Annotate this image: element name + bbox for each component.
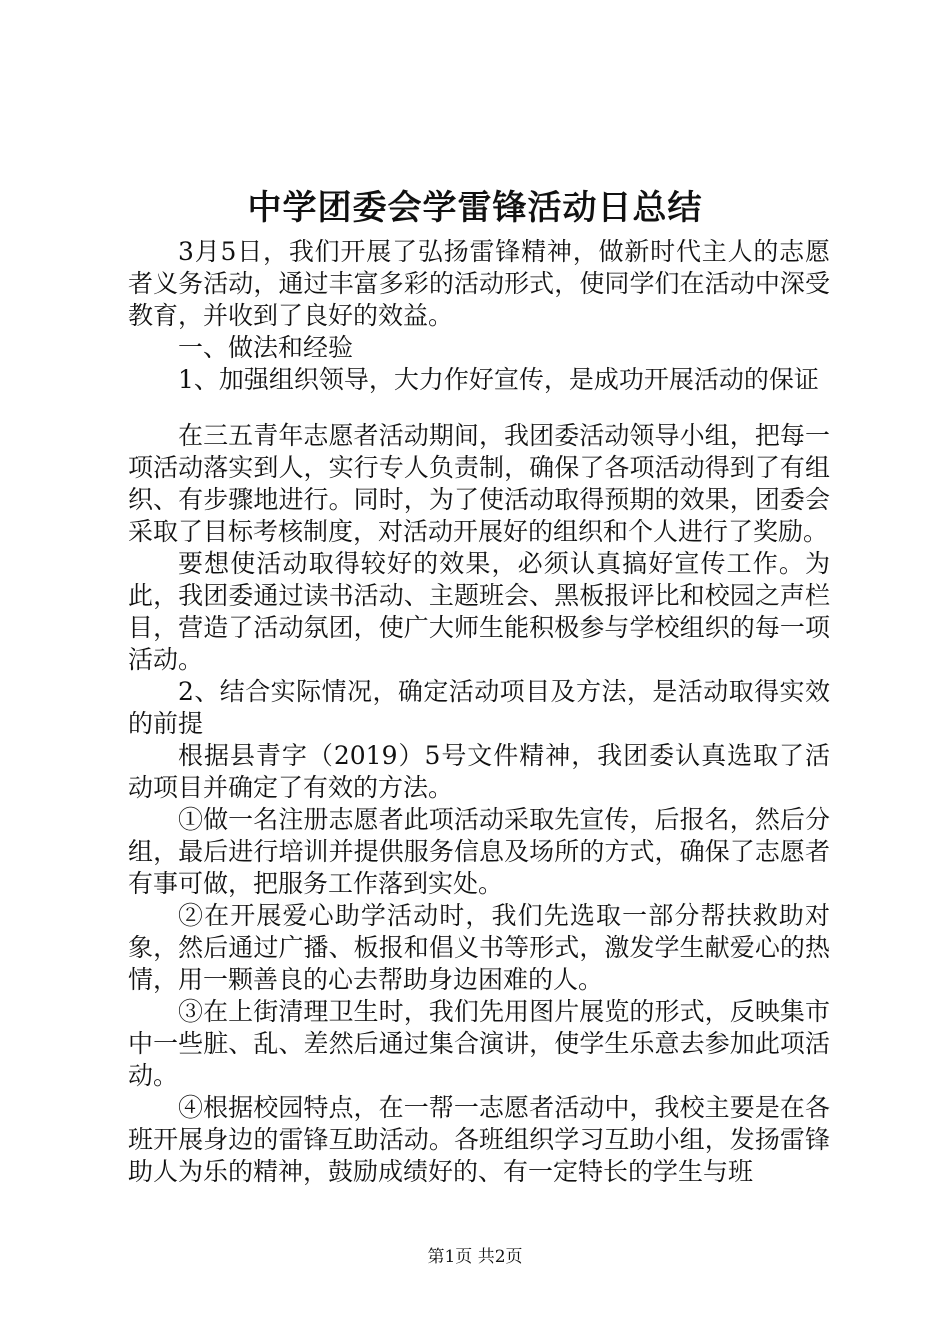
subheading-projects: 2、结合实际情况，确定活动项目及方法，是活动取得实效的前提 <box>128 677 830 738</box>
paragraph-item-4: ④根据校园特点，在一帮一志愿者活动中，我校主要是在各班开展身边的雷锋互助活动。各班组织学习互助小组，发扬雷锋助人为乐的精神，鼓励成绩好的、有一定特长的学生与班 <box>128 1093 830 1186</box>
document-body <box>128 236 830 1188</box>
paragraph-publicity: 要想使活动取得较好的效果，必须认真搞好宣传工作。为此，我团委通过读书活动、主题班会、黑板报评比和校园之声栏目，营造了活动氛团，使广大师生能积极参与学校组织的每一项活动。 <box>128 549 830 674</box>
paragraph-intro: 3月5日，我们开展了弘扬雷锋精神，做新时代主人的志愿者义务活动，通过丰富多彩的活动形式，使同学们在活动中深受教育，并收到了良好的效益。 <box>128 237 830 330</box>
page-footer: 第1页 共2页 <box>427 1247 523 1267</box>
paragraph-projects: 根据县青字（2019）5号文件精神，我团委认真选取了活动项目并确定了有效的方法。 <box>128 741 830 802</box>
section-heading-practices: 一、做法和经验 <box>178 333 354 362</box>
paragraph-item-2: ②在开展爱心助学活动时，我们先选取一部分帮扶救助对象，然后通过广播、板报和倡义书等形式，激发学生献爱心的热情，用一颗善良的心去帮助身边困难的人。 <box>128 901 830 994</box>
paragraph-organization: 在三五青年志愿者活动期间，我团委活动领导小组，把每一项活动落实到人，实行专人负责制，确保了各项活动得到了有组织、有步骤地进行。同时，为了使活动取得预期的效果，团委会采取了目标考核制度，对活动开展好的组织和个人进行了奖励。 <box>128 421 830 546</box>
document-title: 中学团委会学雷锋活动日总结 <box>247 188 703 228</box>
subheading-organization: 1、加强组织领导，大力作好宣传，是成功开展活动的保证 <box>178 365 819 394</box>
paragraph-item-1: ①做一名注册志愿者此项活动采取先宣传，后报名，然后分组，最后进行培训并提供服务信息及场所的方式，确保了志愿者有事可做，把服务工作落到实处。 <box>128 805 830 898</box>
paragraph-item-3: ③在上街清理卫生时，我们先用图片展览的形式，反映集市中一些脏、乱、差然后通过集合演讲，使学生乐意去参加此项活动。 <box>128 997 830 1090</box>
